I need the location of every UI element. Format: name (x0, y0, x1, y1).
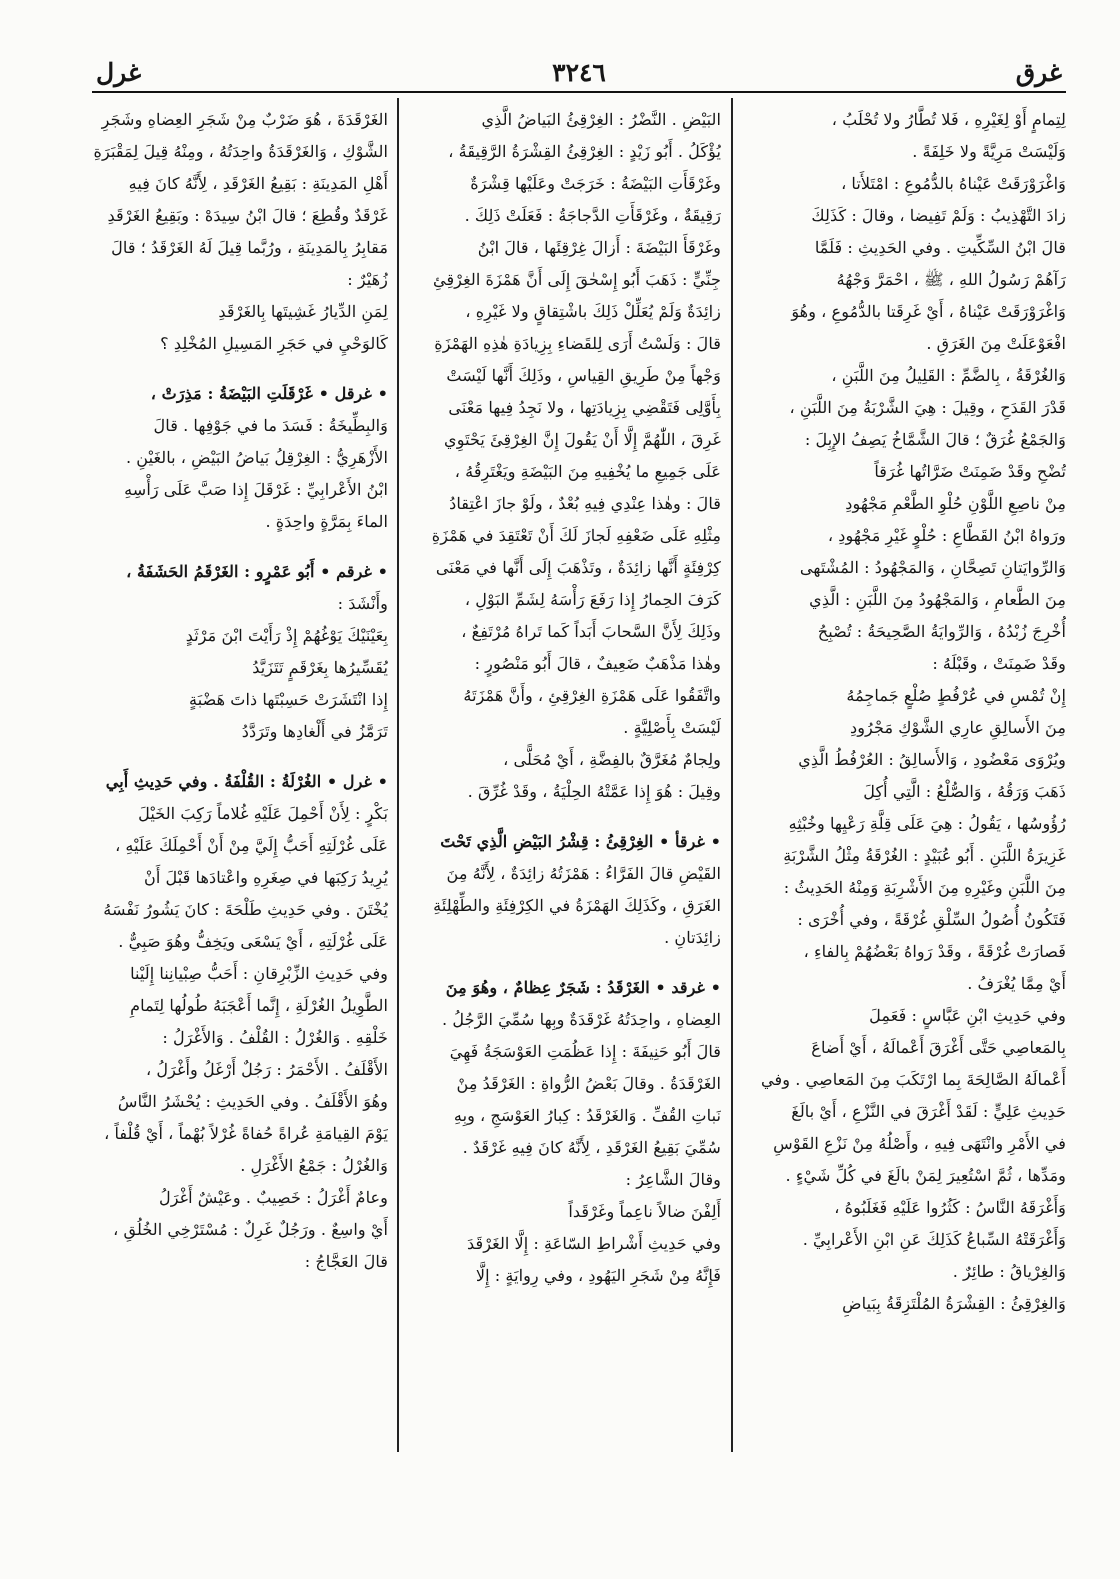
text-line: غَزِيرَةُ اللَّبَنِ . أَبُو عُبَيْدٍ : الغُرْقَةُ مِثْلُ الشَّرْبَةِ (783, 846, 1066, 865)
text-line: بِعَيْنَيْكَ يَوْغُهُمْ إِذْ رَأَيْتَ ابْنَ مَرْثَدٍ (185, 626, 388, 645)
text-line: خَلْقِهِ . وَالغُرْلُ : القُلْفُ . وَالأَغْرَلُ : (162, 1028, 388, 1047)
text-line: وَاغْرَوْرَقَتْ عَيْناهُ بالدُّمُوعِ : امْتَلأَتا ، (841, 174, 1066, 193)
text-line: وفي حَدِيثِ أَشْراطِ السّاعَةِ : إِلَّا الغَرْقَدَ (466, 1234, 721, 1253)
text-line: قَدْرَ القَدَحِ ، وقِيلَ : هِيَ الشَّرْبَةُ مِنَ اللَّبَنِ ، (789, 398, 1066, 417)
text-line: أُخْرِجَ زُبْدُهُ ، وَالرِّوايَةُ الصَّحِيحَةُ : تُصْبِحُ (817, 622, 1066, 641)
text-line: وَلَيْسَتْ مَرِيَّةً ولا خَلِفَةً . (912, 142, 1066, 161)
entry-separator (92, 360, 388, 378)
text-line: وَالغِرْياقُ : طائِرٌ . (952, 1262, 1066, 1281)
text-line: وأَنْشَدَ : (337, 594, 388, 613)
running-head-right: غرق (1015, 58, 1062, 87)
text-line: ويُرْوَى مَعْضُودِ ، وَالأَسالِقُ : العُرْفُطُ الَّذِي (798, 750, 1066, 769)
text-line: الغَرْقَدَةُ . وقالَ بَعْضُ الرُّواةِ : الغَرْقَدُ مِنْ (456, 1074, 721, 1093)
text-line: البَيْضِ . النَّضْرُ : الغِرْقِئُ البَياضُ الَّذِي (481, 110, 721, 129)
entry-separator (403, 808, 721, 826)
text-line: وفي حَدِيثِ ابْنِ عَبَّاسٍ : فَعَمِلَ (869, 1006, 1066, 1025)
text-line: الأَقْلَفُ . الأَحْمَرُ : رَجُلٌ أَرْغَلُ وأَغْرَلُ ، (145, 1060, 388, 1079)
text-line: ولِجامٌ مُغَرَّقٌ بالفِضَّةِ ، أَيْ مُحَلًّى ، (503, 750, 721, 769)
text-line: وَالغُرْلُ : جَمْعُ الأَغْرَلِ . (240, 1156, 388, 1175)
text-line: كِرْفِئَةٍ أَنَّها زائِدَةٌ ، وتَذْهَبَ إِلَى أَنَّها في مَعْنَى (435, 558, 721, 577)
text-line: العِضاهِ ، واحِدَتُهُ غَرْقَدَةٌ وبِها سُمِّيَ الرَّجُلُ . (442, 1010, 721, 1029)
text-line: • غرل • الغُرْلَةُ : القُلْفَةُ . وفي حَدِيثِ أَبِي (105, 772, 388, 791)
text-line: ابْنُ الأَعْرابِيِّ : غَرْقَلَ إِذا صَبَّ عَلَى رَأْسِهِ (124, 480, 388, 499)
text-line: أَعْمالَهُ الصَّالِحَةَ بِما ارْتَكَبَ مِنَ المَعاصِي . وفي (761, 1070, 1066, 1089)
text-line: مِنْ ناصِعِ اللَّوْنِ حُلْوِ الطَّعْمِ مَجْهُودِ (845, 494, 1066, 513)
text-line: وَأَغْرَقَهُ النَّاسُ : كَثُرُوا عَلَيْهِ فَغَلَبُوهُ ، (834, 1198, 1066, 1217)
text-line: عَلَى غُرْلَتِهِ ، أَيْ يَسْعَى ويَخِفُّ وهُوَ صَبِيٌّ . (118, 932, 388, 951)
text-line: فَتَكُونُ أُصُولُ السِّلْقِ غُرْقَةً ، وفي أُخْرَى : (797, 910, 1066, 929)
text-line: فَإِنَّهُ مِنْ شَجَرِ اليَهُودِ ، وفي رِوايَةٍ : إِلَّا (475, 1266, 721, 1285)
text-line: أَهْلِ المَدِينَةِ : بَقِيعُ الغَرْقَدِ ، لِأَنَّهُ كانَ فِيهِ (128, 174, 388, 193)
text-line: لِمَنِ الدِّيارُ غَشِيتَها بِالغَرْقَدِ (218, 302, 388, 321)
text-line: قالَ : وَلَسْتُ أَرَى لِلقَضاءِ بِزِيادَةِ هٰذِهِ الهَمْزَةِ (434, 334, 721, 353)
entry-separator (92, 538, 388, 556)
text-line: الغَرَقِ ، وكَذَلِكَ الهَمْزَةُ في الكِرْفِئَةِ والطِّهْلِئَةِ (433, 896, 721, 915)
page-number: ٣٢٤٦ (552, 58, 606, 87)
text-line: سُمِّيَ بَقِيعُ الغَرْقَدِ ، لِأَنَّهُ كانَ فِيهِ غَرْقَدٌ . (462, 1138, 721, 1157)
text-line: جِنِّيٍّ : ذَهَبَ أَبُو إِسْحٰقَ إِلَى أَنَّ هَمْزَةَ الغِرْقِئِ (432, 270, 721, 289)
text-line: مَقابِرُ بِالمَدِينَةِ ، ورُبَّما قِيلَ لَهُ الغَرْقَدُ ؛ قالَ (111, 238, 388, 257)
text-line: الشَّوْكِ ، وَالغَرْقَدَةُ واحِدَتُهُ ، ومِنْهُ قِيلَ لِمَقْبَرَةِ (93, 142, 388, 161)
text-line: مِنَ اللَّبَنِ وغَيْرِهِ مِنَ الأَشْرِبَةِ وَمِنْهُ الحَدِيثُ : (783, 878, 1066, 897)
text-line: قالَ : وهٰذا عِنْدِي فِيهِ بُعْدٌ ، ولَوْ جازَ اعْتِقادُ (449, 494, 721, 513)
column-divider-right (731, 98, 733, 1452)
text-line: رَقِيقَةٌ ، وغَرْقَأَتِ الدَّجاجَةُ : فَعَلَتْ ذَلِكَ . (464, 206, 721, 225)
text-line: زُهَيْرٌ : (347, 270, 388, 289)
text-line: وَالبِطِّيخَةُ : فَسَدَ ما في جَوْفِها . قالَ (153, 416, 388, 435)
text-line: وقِيلَ : هُوَ إِذا عَمَّتْهُ الحِلْيَةُ ، وقَدْ غُرِّقَ . (467, 782, 721, 801)
text-line: وَالجَمْعُ غُرَقٌ ؛ قالَ الشَّمَّاخُ يَصِفُ الإِبِلَ : (804, 430, 1066, 449)
text-line: ورَواهُ ابْنُ القَطَّاعِ : حُلْوٍ غَيْرِ مَجْهُودِ ، (827, 526, 1066, 545)
text-line: عَلَى غُرْلَتِهِ أَحَبُّ إِلَيَّ مِنْ أَنْ أَحْمِلَكَ عَلَيْهِ ، (115, 836, 388, 855)
header-rule (92, 91, 1066, 93)
page-header (96, 52, 1062, 92)
text-line: أَيْ مِمَّا يُغْرَفُ . (967, 974, 1066, 993)
text-line: قالَ العَجَّاجُ : (304, 1252, 388, 1271)
text-column-right (742, 104, 1066, 1449)
text-line: كَرَفَ الحِمارُ إِذا رَفَعَ رَأْسَهُ لِشَمِّ البَوْلِ ، (464, 590, 721, 609)
text-column-left (92, 104, 388, 1449)
text-line: نَباتِ القُفِّ . وَالغَرْقَدُ : كِبارُ العَوْسَجِ ، وبِهِ (453, 1106, 721, 1125)
text-line: الماءَ بِمَرَّةٍ واحِدَةٍ . (265, 512, 388, 531)
text-line: غَرْقَدٌ وقُطِعَ ؛ قالَ ابْنُ سِيدَهْ : وبَقِيعُ الغَرْقَدِ (107, 206, 388, 225)
text-line: عَلَى جَمِيعِ ما يُخْفِيهِ مِنَ البَيْضَةِ ويَغْتَرِقُهُ ، (454, 462, 721, 481)
text-line: كَالوَحْيِ في حَجَرِ المَسِيلِ المُخْلِدِ ؟ (160, 334, 388, 353)
running-head-left: غرل (96, 58, 142, 87)
text-line: أَيْ واسِعٌ . ورَجُلٌ غَرِلٌ : مُسْتَرْخِي الخُلُقِ ، (113, 1220, 388, 1239)
text-line: يُرِيدُ رَكِبَها في صِغَرِهِ واعْتادَها قَبْلَ أَنْ (143, 868, 388, 887)
text-line: رُؤُوسُها ، يَقُولُ : هِيَ عَلَى قِلَّةِ رَعْيِها وخُبْثِهِ (788, 814, 1066, 833)
text-line: رَآهُمْ رَسُولُ اللهِ ، ﷺ ، احْمَرَّ وَجْهُهُ (836, 270, 1066, 289)
column-divider-left (397, 98, 399, 1452)
text-line: وهٰذا مَذْهَبٌ ضَعِيفٌ ، قالَ أَبُو مَنْصُورٍ : (474, 654, 721, 673)
text-line: يُؤْكَلُ . أَبُو زَيْدٍ : الغِرْقِئُ القِشْرَةُ الرَّقِيقَةُ ، (448, 142, 721, 161)
text-line: ذَهَبَ وَرَقُهُ ، وَالصُّلْعُ : الَّتِي أُكِلَ (863, 782, 1066, 801)
text-line: حَدِيثِ عَلِيٍّ : لَقَدْ أَغْرَقَ في النَّزْعِ ، أَيْ بالَغَ (791, 1102, 1066, 1121)
text-line: بِالمَعاصِي حَتَّى أَغْرَقَ أَعْمالَهُ ، أَيْ أَضاعَ (811, 1038, 1066, 1057)
text-line: • غرقل • غَرْقَلَتِ البَيْضَةُ : مَذِرَتْ ، (150, 384, 388, 403)
text-line: القَيْضِ قالَ الفَرَّاءُ : هَمْزَتُهُ زائِدَةٌ ، لِأَنَّهُ مِنَ (446, 864, 721, 883)
text-line: أَلِفْنَ ضالاً ناعِماً وغَرْقَداً (568, 1202, 721, 1221)
text-line: بَكْرٍ : لِأَنْ أَحْمِلَ عَلَيْهِ غُلاماً رَكِبَ الخَيْلَ (138, 804, 388, 823)
text-line: مِثْلِهِ عَلَى ضَعْفِهِ لَجازَ لَكَ أَنْ تَعْتَقِدَ في هَمْزَةِ (431, 526, 721, 545)
text-line: زادَ التَّهْذِيبُ : وَلَمْ تَفِيضا ، وقالَ : كَذَلِكَ (811, 206, 1066, 225)
text-line: وقالَ الشَّاعِرُ : (625, 1170, 721, 1189)
text-line: وفي حَدِيثِ الزِّبْرِقانِ : أَحَبُّ صِبْيانِنا إِلَيْنا (130, 964, 388, 983)
text-line: فَصارَتْ غُرْقَةً ، وقَدْ رَواهُ بَعْضُهُمْ بِالفاءِ ، (803, 942, 1066, 961)
text-line: زائِدَتانِ . (664, 928, 721, 947)
text-line: واتَّفَقُوا عَلَى هَمْزَةِ الغِرْقِئِ ، وأَنَّ هَمْزَتَهُ (463, 686, 721, 705)
text-line: قالَ ابْنُ السِّكِّيتِ . وفي الحَدِيثِ : فَلَمَّا (814, 238, 1066, 257)
entry-separator (403, 954, 721, 972)
text-line: وذَلِكَ لِأَنَّ السَّحابَ أَبَداً كَما تَراهُ مُرْتَفِعٌ ، (461, 622, 721, 641)
text-line: وعامٌ أَغْرَلُ : خَصِيبٌ . وعَيْشٌ أَغْرَلُ (158, 1188, 388, 1207)
text-line: إِنْ تُمْسِ في عُرْفُطٍ صُلْعٍ جَماجِمُهُ (846, 686, 1066, 705)
text-line: غَرِقَ ، اللّٰهُمَّ إِلَّا أَنْ يَقُولَ إِنَّ الغِرْقِئَ يَحْتَوِي (444, 430, 721, 449)
text-line: إِذا انْتَشَرَتْ حَسِبْتَها ذاتَ هَضْبَةٍ (189, 690, 388, 709)
text-line: بِأَوَّلِى فَتَقْضِي بِزِيادَتِها ، ولا نَجِدُ فِيها مَعْنَى (448, 398, 721, 417)
text-line: • غرقأ • الغِرْقِئُ : قِشْرُ البَيْضِ الَّذِي تَحْتَ (440, 832, 721, 851)
text-line: ومَدِّها ، ثُمَّ اسْتُعِيرَ لِمَنْ بالَغَ في كُلِّ شَيْءٍ . (785, 1166, 1066, 1185)
text-line: مِنَ الطَّعامِ ، وَالمَجْهُودُ مِنَ اللَّبَنِ : الَّذِي (809, 590, 1066, 609)
text-line: وَالغِرْقِئُ : القِشْرَةُ المُلْتَزِقَةُ بِبَياضِ (842, 1294, 1066, 1313)
text-column-middle (403, 104, 721, 1449)
text-line: وهُوَ الأَقْلَفُ . وفي الحَدِيثِ : يُحْشَرُ النَّاسُ (117, 1092, 388, 1111)
text-line: لِتِمامٍ أَوْ لِغَيْرِهِ ، فَلا تُطَّارُ ولا تُحْلَبُ ، (831, 110, 1066, 129)
text-line: تُضْحِ وقَدْ ضَمِنَتْ ضَرَّاتُها غُرَقاً (874, 462, 1066, 481)
text-line: وَالرِّوايَتانِ تَصِحَّانِ ، وَالمَجْهُودُ : المُشْتَهى (799, 558, 1066, 577)
text-line: • غرقد • الغَرْقَدُ : شَجَرٌ عِظامٌ ، وهُوَ مِنَ (445, 978, 721, 997)
text-line: وَجْهاً مِنْ طَرِيقِ القِياسِ ، وذَلِكَ أَنَّها لَيْسَتْ (446, 366, 721, 385)
text-line: وَالغُرْقَةُ ، بِالضَّمِّ : القَلِيلُ مِنَ اللَّبَنِ ، (831, 366, 1066, 385)
text-line: يَوْمَ القِيامَةِ عُراةً حُفاةً غُرْلاً بُهْماً ، أَيْ قُلْفاً ، (104, 1124, 388, 1143)
text-line: افْعَوْعَلَتْ مِنَ الغَرَقِ . (926, 334, 1066, 353)
text-line: الطَّوِيلُ الغُرْلَةِ ، إِنَّما أَعْجَبَهُ طُولُها لِتَمامِ (130, 996, 388, 1015)
text-line: • غرقم • أَبُو عَمْرٍو : الغَرْقَمُ الحَشَفَةُ ، (126, 562, 388, 581)
text-line: الأَزْهَرِيُّ : الغِرْقِلُ بَياضُ البَيْضِ ، بالغَيْنِ . (125, 448, 388, 467)
text-line: في الأَمْرِ وانْتَهَى فِيهِ ، وأَصْلُهُ مِنْ نَزْعِ القَوْسِ (773, 1134, 1066, 1153)
text-line: وغَرْقَأَتِ البَيْضَةُ : خَرَجَتْ وعَلَيْها قِشْرَةٌ (470, 174, 721, 193)
text-line: الغَرْقَدَةَ ، هُوَ ضَرْبٌ مِنْ شَجَرِ العِضاهِ وشَجَرِ (101, 110, 388, 129)
text-line: يُقَسِّيرُها بِغَرْقَمٍ تَتَزَيَّدُ (252, 658, 388, 677)
text-line: وَاغْرَوْرَقَتْ عَيْناهُ ، أَيْ غَرِقَتا بالدُّمُوعِ ، وهُوَ (791, 302, 1066, 321)
text-line: وقَدْ ضَمِنَتْ ، وقَبْلَهُ : (932, 654, 1066, 673)
text-line: قالَ أَبُو حَنِيفَةَ : إِذا عَظُمَتِ العَوْسَجَةُ فَهِيَ (449, 1042, 721, 1061)
text-line: لَيْسَتْ بِأَصْلِيَّةٍ . (623, 718, 721, 737)
text-line: يُخْتَنَ . وفي حَدِيثِ طَلْحَةَ : كانَ يَشُورُ نَفْسَهُ (103, 900, 388, 919)
text-line: وغَرْقَأَ البَيْضَةَ : أَزالَ غِرْقِئَها ، قالَ ابْنُ (477, 238, 721, 257)
text-line: مِنَ الأَسالِقِ عارِي الشَّوْكِ مَجْرُودِ (850, 718, 1066, 737)
text-line: وَأَغْرَقَتْهُ السِّباعُ كَذَلِكَ عَنِ ابْنِ الأَعْرابِيِّ . (802, 1230, 1066, 1249)
entry-separator (92, 748, 388, 766)
text-line: زائِدَةٌ وَلَمْ يُعَلِّلْ ذَلِكَ باشْتِقاقٍ ولا غَيْرِهِ ، (465, 302, 721, 321)
text-line: تَرَمَّزُ في أَلْغادِها وتَرَدَّدُ (241, 722, 388, 741)
